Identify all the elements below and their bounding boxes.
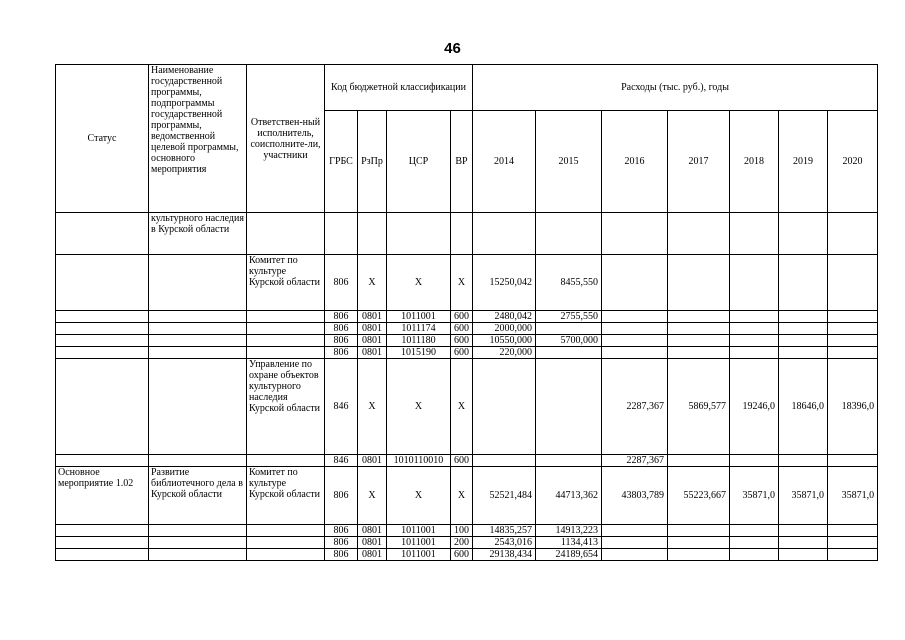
budget-table	[55, 64, 878, 561]
year-value-cell	[779, 525, 828, 537]
year-value-cell: 10550,000	[473, 335, 536, 347]
responsible-cell	[247, 347, 325, 359]
status-cell	[56, 311, 149, 323]
header-row-top	[56, 65, 878, 111]
grbs-cell: 806	[325, 467, 358, 525]
csr-cell: 1011001	[387, 537, 451, 549]
grbs-cell: 806	[325, 255, 358, 311]
name-cell	[149, 347, 247, 359]
year-value-cell	[730, 455, 779, 467]
vr-cell: 100	[451, 525, 473, 537]
vr-cell: 600	[451, 347, 473, 359]
csr-cell: 1015190	[387, 347, 451, 359]
year-value-cell	[828, 311, 878, 323]
header-year-2018: 2018	[730, 111, 779, 213]
name-cell	[149, 359, 247, 455]
year-value-cell	[779, 549, 828, 561]
year-value-cell: 18396,0	[828, 359, 878, 455]
vr-cell: 200	[451, 537, 473, 549]
year-value-cell	[828, 255, 878, 311]
header-status: Статус	[56, 65, 149, 213]
year-value-cell	[828, 525, 878, 537]
vr-cell: 600	[451, 335, 473, 347]
year-value-cell	[730, 537, 779, 549]
year-value-cell	[602, 525, 668, 537]
header-vr: ВР	[451, 111, 473, 213]
responsible-cell: Комитет по культуре Курской области	[247, 467, 325, 525]
rzpr-cell: Х	[358, 255, 387, 311]
year-value-cell	[730, 323, 779, 335]
table-row	[56, 537, 878, 549]
responsible-cell	[247, 549, 325, 561]
year-value-cell	[602, 549, 668, 561]
year-value-cell: 19246,0	[730, 359, 779, 455]
year-value-cell	[602, 255, 668, 311]
year-value-cell: 29138,434	[473, 549, 536, 561]
year-value-cell	[779, 335, 828, 347]
year-value-cell: 44713,362	[536, 467, 602, 525]
table-row	[56, 525, 878, 537]
header-year-2016: 2016	[602, 111, 668, 213]
grbs-cell: 806	[325, 549, 358, 561]
rzpr-cell: 0801	[358, 347, 387, 359]
rzpr-cell: 0801	[358, 311, 387, 323]
year-value-cell	[668, 335, 730, 347]
vr-cell: Х	[451, 359, 473, 455]
grbs-cell: 806	[325, 323, 358, 335]
table-row	[56, 347, 878, 359]
rzpr-cell: 0801	[358, 455, 387, 467]
year-value-cell: 8455,550	[536, 255, 602, 311]
responsible-cell	[247, 537, 325, 549]
status-cell	[56, 455, 149, 467]
csr-cell: 1011174	[387, 323, 451, 335]
table-row	[56, 455, 878, 467]
year-value-cell	[536, 359, 602, 455]
year-value-cell	[473, 213, 536, 255]
vr-cell: 600	[451, 323, 473, 335]
header-year-2019: 2019	[779, 111, 828, 213]
table-row	[56, 335, 878, 347]
vr-cell: Х	[451, 255, 473, 311]
vr-cell: 600	[451, 455, 473, 467]
year-value-cell	[828, 455, 878, 467]
header-year-2017: 2017	[668, 111, 730, 213]
year-value-cell	[779, 537, 828, 549]
csr-cell: 1011001	[387, 311, 451, 323]
rzpr-cell: 0801	[358, 549, 387, 561]
year-value-cell: 2000,000	[473, 323, 536, 335]
year-value-cell	[779, 455, 828, 467]
name-cell	[149, 335, 247, 347]
responsible-cell	[247, 311, 325, 323]
responsible-cell	[247, 525, 325, 537]
grbs-cell: 846	[325, 455, 358, 467]
rzpr-cell: Х	[358, 359, 387, 455]
year-value-cell	[779, 255, 828, 311]
year-value-cell: 2480,042	[473, 311, 536, 323]
name-cell	[149, 255, 247, 311]
year-value-cell: 2287,367	[602, 359, 668, 455]
year-value-cell: 24189,654	[536, 549, 602, 561]
year-value-cell: 55223,667	[668, 467, 730, 525]
csr-cell: 1011001	[387, 525, 451, 537]
year-value-cell: 5700,000	[536, 335, 602, 347]
name-cell	[149, 549, 247, 561]
year-value-cell	[730, 549, 779, 561]
name-cell	[149, 311, 247, 323]
header-csr: ЦСР	[387, 111, 451, 213]
responsible-cell: Управление по охране объектов культурного наследия Курской области	[247, 359, 325, 455]
year-value-cell	[536, 347, 602, 359]
rzpr-cell: 0801	[358, 335, 387, 347]
status-cell	[56, 359, 149, 455]
csr-cell: Х	[387, 255, 451, 311]
year-value-cell	[668, 255, 730, 311]
status-cell	[56, 213, 149, 255]
year-value-cell	[828, 347, 878, 359]
year-value-cell	[668, 213, 730, 255]
year-value-cell	[473, 359, 536, 455]
year-value-cell	[473, 455, 536, 467]
year-value-cell: 35871,0	[730, 467, 779, 525]
year-value-cell	[779, 311, 828, 323]
header-grbs: ГРБС	[325, 111, 358, 213]
rzpr-cell	[358, 213, 387, 255]
year-value-cell: 220,000	[473, 347, 536, 359]
year-value-cell	[602, 213, 668, 255]
grbs-cell: 806	[325, 335, 358, 347]
name-cell	[149, 323, 247, 335]
year-value-cell	[730, 335, 779, 347]
responsible-cell	[247, 213, 325, 255]
year-value-cell: 1134,413	[536, 537, 602, 549]
table-row	[56, 255, 878, 311]
grbs-cell: 806	[325, 537, 358, 549]
year-value-cell	[536, 455, 602, 467]
year-value-cell	[668, 537, 730, 549]
name-cell: Развитие библиотечного дела в Курской области	[149, 467, 247, 525]
rzpr-cell: 0801	[358, 323, 387, 335]
year-value-cell	[828, 323, 878, 335]
year-value-cell: 14835,257	[473, 525, 536, 537]
status-cell	[56, 525, 149, 537]
year-value-cell: 2543,016	[473, 537, 536, 549]
year-value-cell	[602, 537, 668, 549]
vr-cell: 600	[451, 311, 473, 323]
name-cell	[149, 525, 247, 537]
header-year-2014: 2014	[473, 111, 536, 213]
year-value-cell	[668, 455, 730, 467]
year-value-cell	[730, 347, 779, 359]
table-row	[56, 359, 878, 455]
grbs-cell: 806	[325, 311, 358, 323]
year-value-cell	[602, 311, 668, 323]
status-cell	[56, 537, 149, 549]
year-value-cell: 35871,0	[828, 467, 878, 525]
csr-cell	[387, 213, 451, 255]
table-row	[56, 467, 878, 525]
name-cell: культурного наследия в Курской области	[149, 213, 247, 255]
name-cell	[149, 537, 247, 549]
grbs-cell: 806	[325, 347, 358, 359]
year-value-cell: 14913,223	[536, 525, 602, 537]
table-row	[56, 311, 878, 323]
csr-cell: Х	[387, 359, 451, 455]
year-value-cell: 43803,789	[602, 467, 668, 525]
vr-cell: 600	[451, 549, 473, 561]
year-value-cell	[602, 335, 668, 347]
year-value-cell	[668, 525, 730, 537]
year-value-cell	[779, 213, 828, 255]
year-value-cell	[779, 347, 828, 359]
csr-cell: 1010110010	[387, 455, 451, 467]
header-year-2020: 2020	[828, 111, 878, 213]
csr-cell: 1011180	[387, 335, 451, 347]
csr-cell: Х	[387, 467, 451, 525]
year-value-cell: 15250,042	[473, 255, 536, 311]
table-row	[56, 323, 878, 335]
year-value-cell	[668, 347, 730, 359]
year-value-cell: 2287,367	[602, 455, 668, 467]
year-value-cell: 18646,0	[779, 359, 828, 455]
header-responsible: Ответствен-ный исполнитель, соисполните-ли, участники	[247, 65, 325, 213]
year-value-cell	[828, 537, 878, 549]
year-value-cell: 35871,0	[779, 467, 828, 525]
grbs-cell: 846	[325, 359, 358, 455]
year-value-cell	[828, 335, 878, 347]
header-expenses: Расходы (тыс. руб.), годы	[473, 65, 878, 111]
header-budget-code: Код бюджетной классификации	[325, 65, 473, 111]
csr-cell: 1011001	[387, 549, 451, 561]
year-value-cell	[828, 549, 878, 561]
responsible-cell	[247, 455, 325, 467]
year-value-cell	[730, 255, 779, 311]
grbs-cell: 806	[325, 525, 358, 537]
year-value-cell	[602, 323, 668, 335]
year-value-cell	[730, 311, 779, 323]
rzpr-cell: 0801	[358, 525, 387, 537]
header-rzpr: РзПр	[358, 111, 387, 213]
year-value-cell	[668, 311, 730, 323]
responsible-cell: Комитет по культуре Курской области	[247, 255, 325, 311]
header-name: Наименование государственной программы, подпрограммы государственной программы, ведомственной целевой программы, основного мероприятия	[149, 65, 247, 213]
year-value-cell	[602, 347, 668, 359]
responsible-cell	[247, 323, 325, 335]
status-cell	[56, 255, 149, 311]
year-value-cell	[779, 323, 828, 335]
vr-cell	[451, 213, 473, 255]
status-cell	[56, 347, 149, 359]
year-value-cell	[828, 213, 878, 255]
year-value-cell	[536, 213, 602, 255]
table-row	[56, 549, 878, 561]
status-cell	[56, 335, 149, 347]
year-value-cell	[730, 213, 779, 255]
table-row	[56, 213, 878, 255]
status-cell: Основное мероприятие 1.02	[56, 467, 149, 525]
responsible-cell	[247, 335, 325, 347]
year-value-cell: 5869,577	[668, 359, 730, 455]
grbs-cell	[325, 213, 358, 255]
year-value-cell: 52521,484	[473, 467, 536, 525]
year-value-cell: 2755,550	[536, 311, 602, 323]
year-value-cell	[668, 323, 730, 335]
rzpr-cell: Х	[358, 467, 387, 525]
year-value-cell	[668, 549, 730, 561]
status-cell	[56, 323, 149, 335]
year-value-cell	[730, 525, 779, 537]
status-cell	[56, 549, 149, 561]
page-number: 46	[444, 40, 461, 57]
vr-cell: Х	[451, 467, 473, 525]
rzpr-cell: 0801	[358, 537, 387, 549]
year-value-cell	[536, 323, 602, 335]
header-year-2015: 2015	[536, 111, 602, 213]
name-cell	[149, 455, 247, 467]
